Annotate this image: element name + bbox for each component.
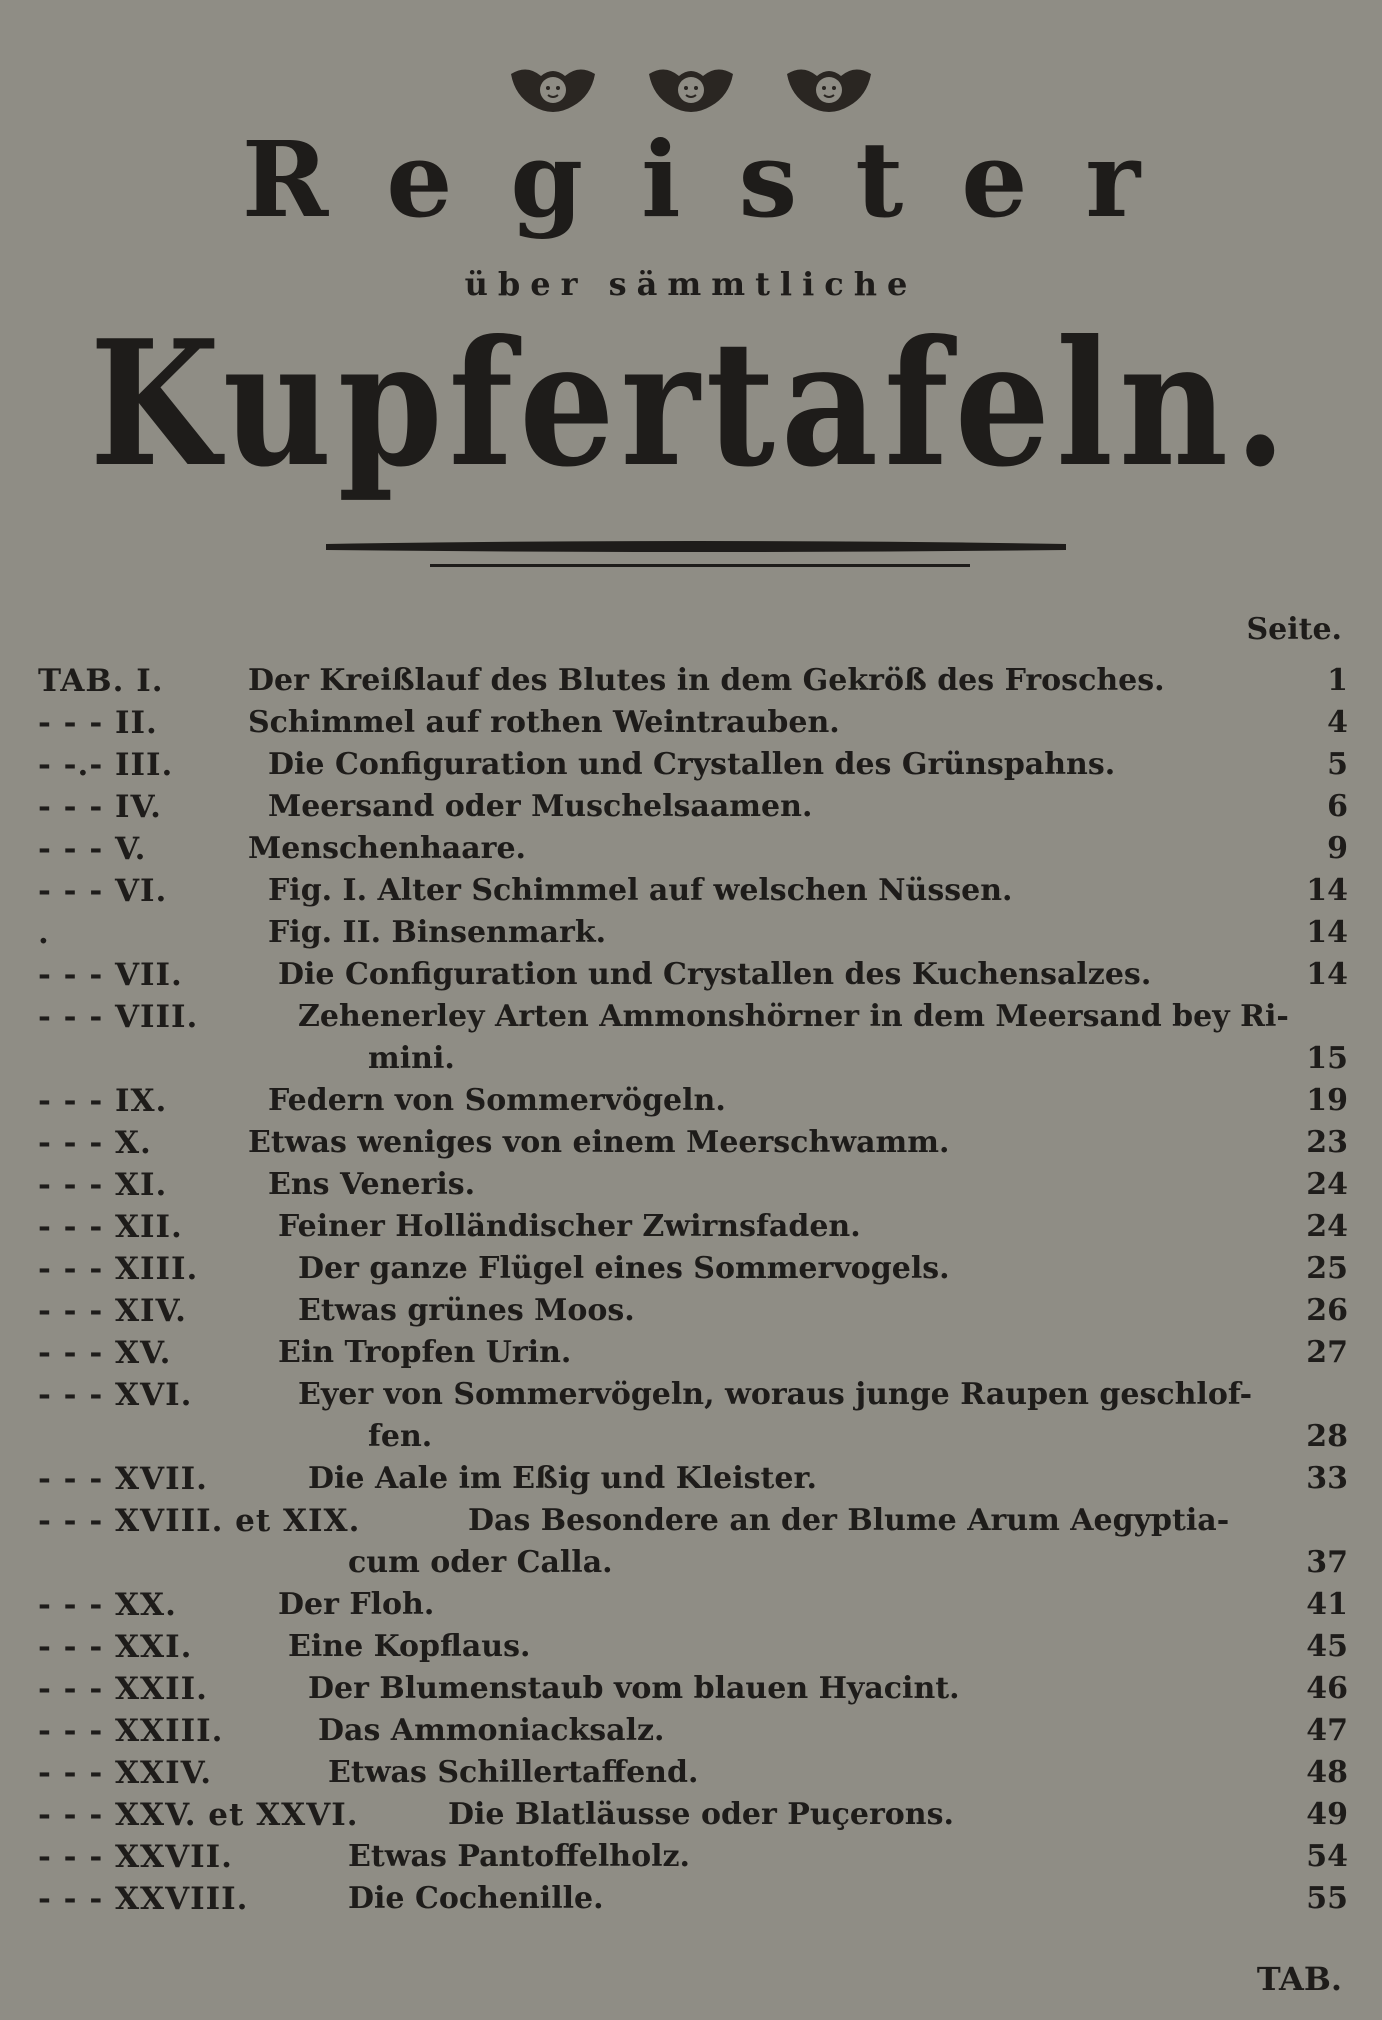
ornament-row bbox=[0, 62, 1382, 118]
plate-number: - - - XIII. bbox=[38, 1251, 199, 1287]
plate-number: . bbox=[38, 915, 50, 951]
list-item bbox=[38, 1500, 1348, 1542]
page-number: 19 bbox=[1306, 1083, 1348, 1118]
plate-description: Der Kreißlauf des Blutes in dem Gekröß des Frosches. bbox=[248, 663, 1165, 698]
plate-description: Fig. I. Alter Schimmel auf welschen Nüssen. bbox=[268, 873, 1013, 908]
list-item bbox=[38, 702, 1348, 744]
list-item bbox=[38, 1458, 1348, 1500]
list-item bbox=[38, 744, 1348, 786]
plate-description: Etwas Schillertaffend. bbox=[328, 1755, 699, 1790]
plate-number: - - - XXI. bbox=[38, 1629, 193, 1665]
plate-number: - - - XXIV. bbox=[38, 1755, 213, 1791]
plate-description: Ens Veneris. bbox=[268, 1167, 476, 1202]
page-number: 48 bbox=[1306, 1755, 1348, 1790]
list-item bbox=[38, 660, 1348, 702]
plate-number: - - - V. bbox=[38, 831, 147, 867]
plate-description: Feiner Holländischer Zwirnsfaden. bbox=[278, 1209, 861, 1244]
plate-description: Zehenerley Arten Ammonshörner in dem Meersand bey Ri- bbox=[298, 999, 1289, 1034]
plate-number: - - - XVIII. et XIX. bbox=[38, 1503, 361, 1539]
plate-number: - - - XXVIII. bbox=[38, 1881, 249, 1917]
list-item bbox=[38, 1122, 1348, 1164]
main-heading: Kupfertafeln. bbox=[89, 303, 1293, 506]
plate-description: Federn von Sommervögeln. bbox=[268, 1083, 726, 1118]
list-item bbox=[38, 1710, 1348, 1752]
plate-number: - - - XV. bbox=[38, 1335, 172, 1371]
list-item bbox=[38, 1794, 1348, 1836]
plate-description: Der Blumenstaub vom blauen Hyacint. bbox=[308, 1671, 960, 1706]
page-number: 28 bbox=[1306, 1419, 1348, 1454]
page-number: 1 bbox=[1327, 663, 1348, 698]
plate-description: Etwas Pantoffelholz. bbox=[348, 1839, 690, 1874]
plate-number: - - - VIII. bbox=[38, 999, 199, 1035]
plate-number: - - - II. bbox=[38, 705, 158, 741]
plate-number: - - - VI. bbox=[38, 873, 168, 909]
list-item bbox=[38, 828, 1348, 870]
plate-number: - - - XXII. bbox=[38, 1671, 208, 1707]
plate-number: - - - IV. bbox=[38, 789, 162, 825]
plate-description: Das Ammoniacksalz. bbox=[318, 1713, 665, 1748]
plate-number: - - - XVI. bbox=[38, 1377, 193, 1413]
plate-description: Ein Tropfen Urin. bbox=[278, 1335, 572, 1370]
list-item bbox=[38, 1584, 1348, 1626]
page-column-header: Seite. bbox=[1246, 612, 1342, 647]
plate-description: Die Blatläusse oder Puçerons. bbox=[448, 1797, 954, 1832]
list-item bbox=[38, 1164, 1348, 1206]
page-number: 24 bbox=[1306, 1167, 1348, 1202]
list-item bbox=[38, 1248, 1348, 1290]
plate-number: - - - XVII. bbox=[38, 1461, 208, 1497]
heading-divider bbox=[0, 536, 1382, 576]
plate-number: - - - VII. bbox=[38, 957, 183, 993]
list-item bbox=[38, 786, 1348, 828]
list-item bbox=[38, 1416, 1348, 1458]
list-item bbox=[38, 1878, 1348, 1920]
plate-description: Die Aale im Eßig und Kleister. bbox=[308, 1461, 817, 1496]
plate-description: Der Floh. bbox=[278, 1587, 435, 1622]
cherub-ornament-right bbox=[783, 62, 875, 118]
plate-number: - - - XI. bbox=[38, 1167, 168, 1203]
plate-number: - - - X. bbox=[38, 1125, 152, 1161]
catchword: TAB. bbox=[1256, 1960, 1342, 1998]
plate-description: Die Cochenille. bbox=[348, 1881, 604, 1916]
plate-description: Eyer von Sommervögeln, woraus junge Raupen geschlof- bbox=[298, 1377, 1253, 1412]
page-number: 14 bbox=[1306, 957, 1348, 992]
plate-description: Etwas weniges von einem Meerschwamm. bbox=[248, 1125, 950, 1160]
page-number: 26 bbox=[1306, 1293, 1348, 1328]
page-number: 49 bbox=[1306, 1797, 1348, 1832]
page-number: 27 bbox=[1306, 1335, 1348, 1370]
page-subtitle: über sämmtliche bbox=[464, 265, 918, 303]
list-item bbox=[38, 1290, 1348, 1332]
page-number: 45 bbox=[1306, 1629, 1348, 1664]
page-title: Register bbox=[241, 118, 1199, 241]
page-number: 9 bbox=[1327, 831, 1348, 866]
plate-description: Das Besondere an der Blume Arum Aegyptia- bbox=[468, 1503, 1230, 1538]
list-item bbox=[38, 1752, 1348, 1794]
page-number: 6 bbox=[1327, 789, 1348, 824]
list-item bbox=[38, 1626, 1348, 1668]
list-item bbox=[38, 1836, 1348, 1878]
list-item bbox=[38, 1542, 1348, 1584]
plate-description: Der ganze Flügel eines Sommervogels. bbox=[298, 1251, 950, 1286]
page-number: 25 bbox=[1306, 1251, 1348, 1286]
page-number: 41 bbox=[1306, 1587, 1348, 1622]
page-number: 15 bbox=[1306, 1041, 1348, 1076]
plate-number: - - - XXIII. bbox=[38, 1713, 224, 1749]
list-item bbox=[38, 1080, 1348, 1122]
plate-number: - - - XX. bbox=[38, 1587, 177, 1623]
page-number: 46 bbox=[1306, 1671, 1348, 1706]
list-item bbox=[38, 1374, 1348, 1416]
list-item bbox=[38, 1332, 1348, 1374]
plate-description: Die Configuration und Crystallen des Grünspahns. bbox=[268, 747, 1116, 782]
list-item bbox=[38, 1206, 1348, 1248]
page-number: 14 bbox=[1306, 873, 1348, 908]
plate-description: Eine Kopflaus. bbox=[288, 1629, 531, 1664]
page-number: 23 bbox=[1306, 1125, 1348, 1160]
plate-description: Menschenhaare. bbox=[248, 831, 526, 866]
plate-description: cum oder Calla. bbox=[348, 1545, 613, 1580]
plate-number: - - - XXV. et XXVI. bbox=[38, 1797, 359, 1833]
plate-number: TAB. I. bbox=[38, 663, 164, 699]
plate-description: Die Configuration und Crystallen des Kuchensalzes. bbox=[278, 957, 1152, 992]
plate-number: - -.- III. bbox=[38, 747, 174, 783]
plate-description: Meersand oder Muschelsaamen. bbox=[268, 789, 813, 824]
plate-description: Etwas grünes Moos. bbox=[298, 1293, 635, 1328]
page-number: 5 bbox=[1327, 747, 1348, 782]
page-number: 54 bbox=[1306, 1839, 1348, 1874]
plates-register-list bbox=[38, 660, 1348, 1920]
list-item bbox=[38, 1038, 1348, 1080]
page-number: 24 bbox=[1306, 1209, 1348, 1244]
page-number: 33 bbox=[1306, 1461, 1348, 1496]
list-item bbox=[38, 870, 1348, 912]
cherub-ornament-left bbox=[507, 62, 599, 118]
cherub-ornament-center bbox=[645, 62, 737, 118]
page-number: 14 bbox=[1306, 915, 1348, 950]
page-number: 47 bbox=[1306, 1713, 1348, 1748]
plate-description: Fig. II. Binsenmark. bbox=[268, 915, 607, 950]
plate-description: Schimmel auf rothen Weintrauben. bbox=[248, 705, 840, 740]
plate-description: fen. bbox=[368, 1419, 433, 1454]
plate-description: mini. bbox=[368, 1041, 455, 1076]
page-number: 4 bbox=[1327, 705, 1348, 740]
page-number: 37 bbox=[1306, 1545, 1348, 1580]
list-item bbox=[38, 912, 1348, 954]
page-number: 55 bbox=[1306, 1881, 1348, 1916]
plate-number: - - - IX. bbox=[38, 1083, 168, 1119]
list-item bbox=[38, 954, 1348, 996]
plate-number: - - - XXVII. bbox=[38, 1839, 233, 1875]
list-item bbox=[38, 996, 1348, 1038]
plate-number: - - - XIV. bbox=[38, 1293, 187, 1329]
list-item bbox=[38, 1668, 1348, 1710]
plate-number: - - - XII. bbox=[38, 1209, 183, 1245]
